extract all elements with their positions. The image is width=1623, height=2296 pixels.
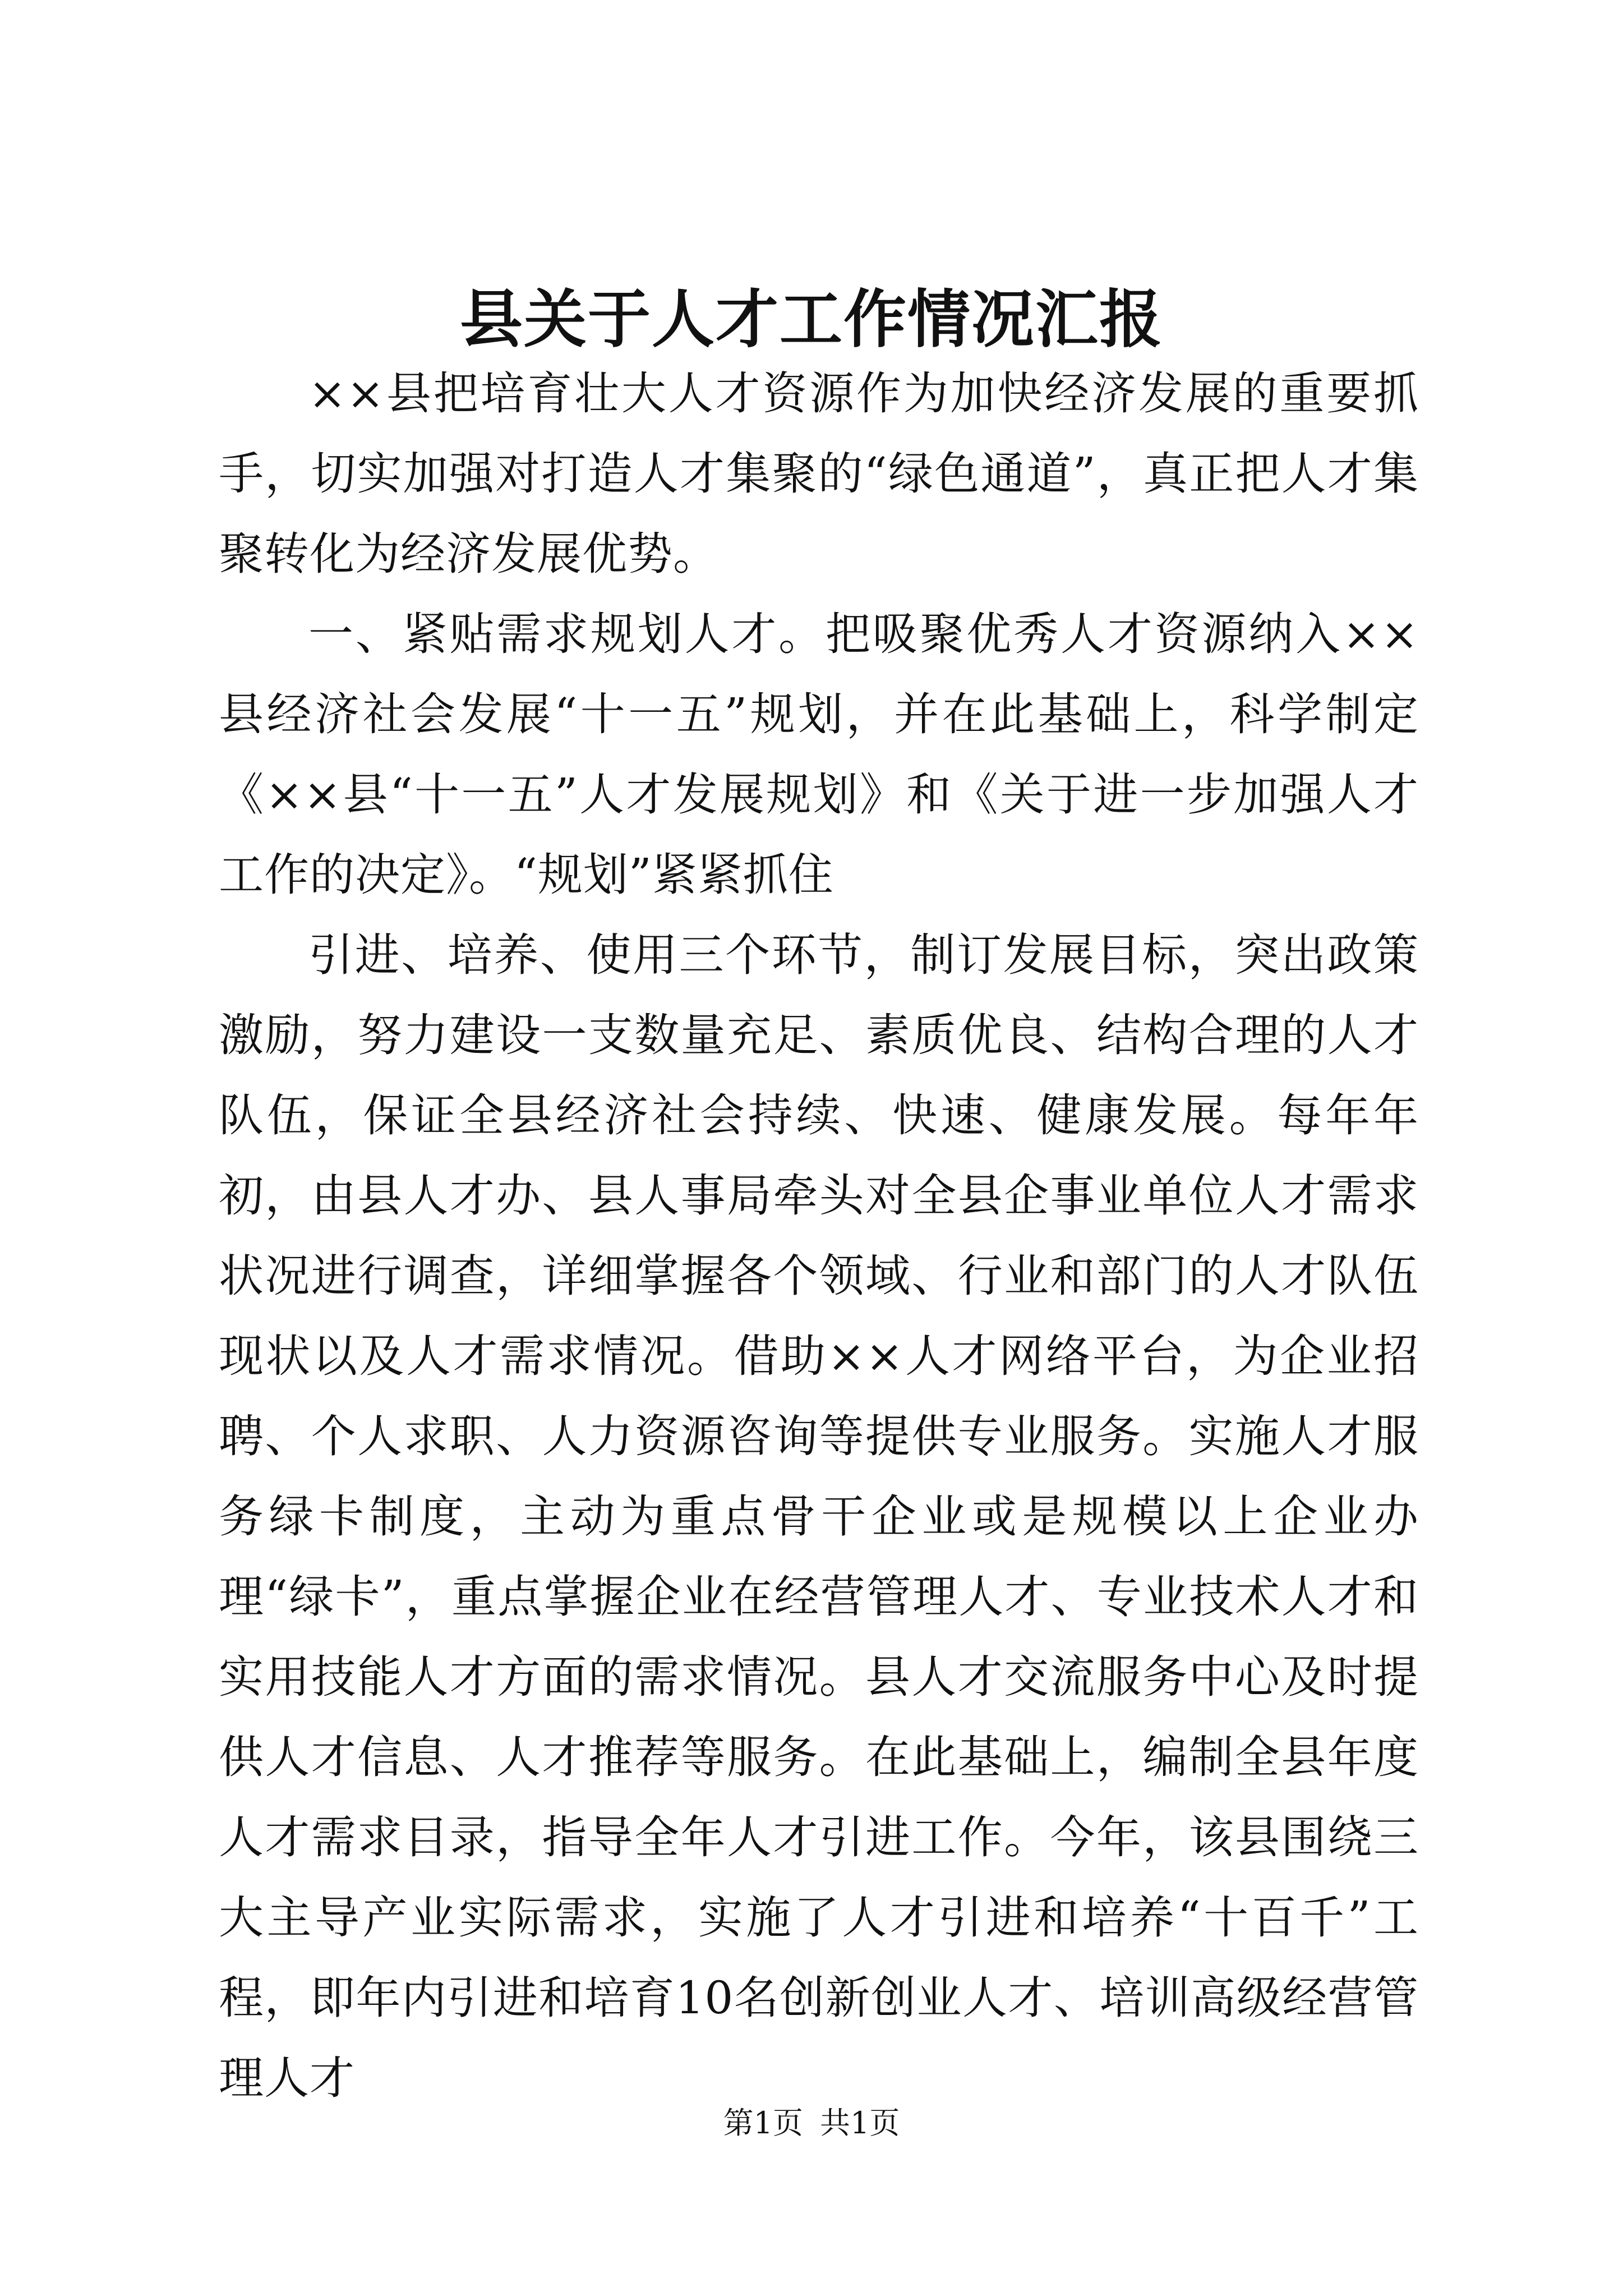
document-title: 县关于人才工作情况汇报	[460, 283, 1163, 356]
page-number-total: 共1页	[820, 2105, 900, 2141]
paragraph-continuation: 引进、培养、使用三个环节，制订发展目标，突出政策激励，努力建设一支数量充足、素质优良、结构合理的人才队伍，保证全县经济社会持续、快速、健康发展。每年年初，由县人才办、县人事局牵头对全县企事业单位人才需求状况进行调查，详细掌握各个领域、行业和部门的人才队伍现状以及人才需求情况。借助××人才网络平台，为企业招聘、个人求职、人力资源咨询等提供专业服务。实施人才服务绿卡制度，主动为重点骨干企业或是规模以上企业办理“绿卡”，重点掌握企业在经营管理人才、专业技术人才和实用技能人才方面的需求情况。县人才交流服务中心及时提供人才信息、人才推荐等服务。在此基础上，编制全县年度人才需求目录，指导全年人才引进工作。今年，该县围绕三大主导产业实际需求，实施了人才引进和培养“十百千”工程，即年内引进和培育10名创新创业人才、培训高级经营管理人才	[219, 929, 1419, 2104]
document-body	[219, 353, 1419, 2118]
page-footer	[0, 2101, 1623, 2146]
page-number-current: 第1页	[723, 2105, 803, 2141]
paragraph-intro: ××县把培育壮大人才资源作为加快经济发展的重要抓手，切实加强对打造人才集聚的“绿色通道”，真正把人才集聚转化为经济发展优势。	[219, 367, 1419, 580]
paragraph-section-one: 一、紧贴需求规划人才。把吸聚优秀人才资源纳入××县经济社会发展“十一五”规划，并在此基础上，科学制定《××县“十一五”人才发展规划》和《关于进一步加强人才工作的决定》。“规划”紧紧抓住	[219, 608, 1419, 901]
